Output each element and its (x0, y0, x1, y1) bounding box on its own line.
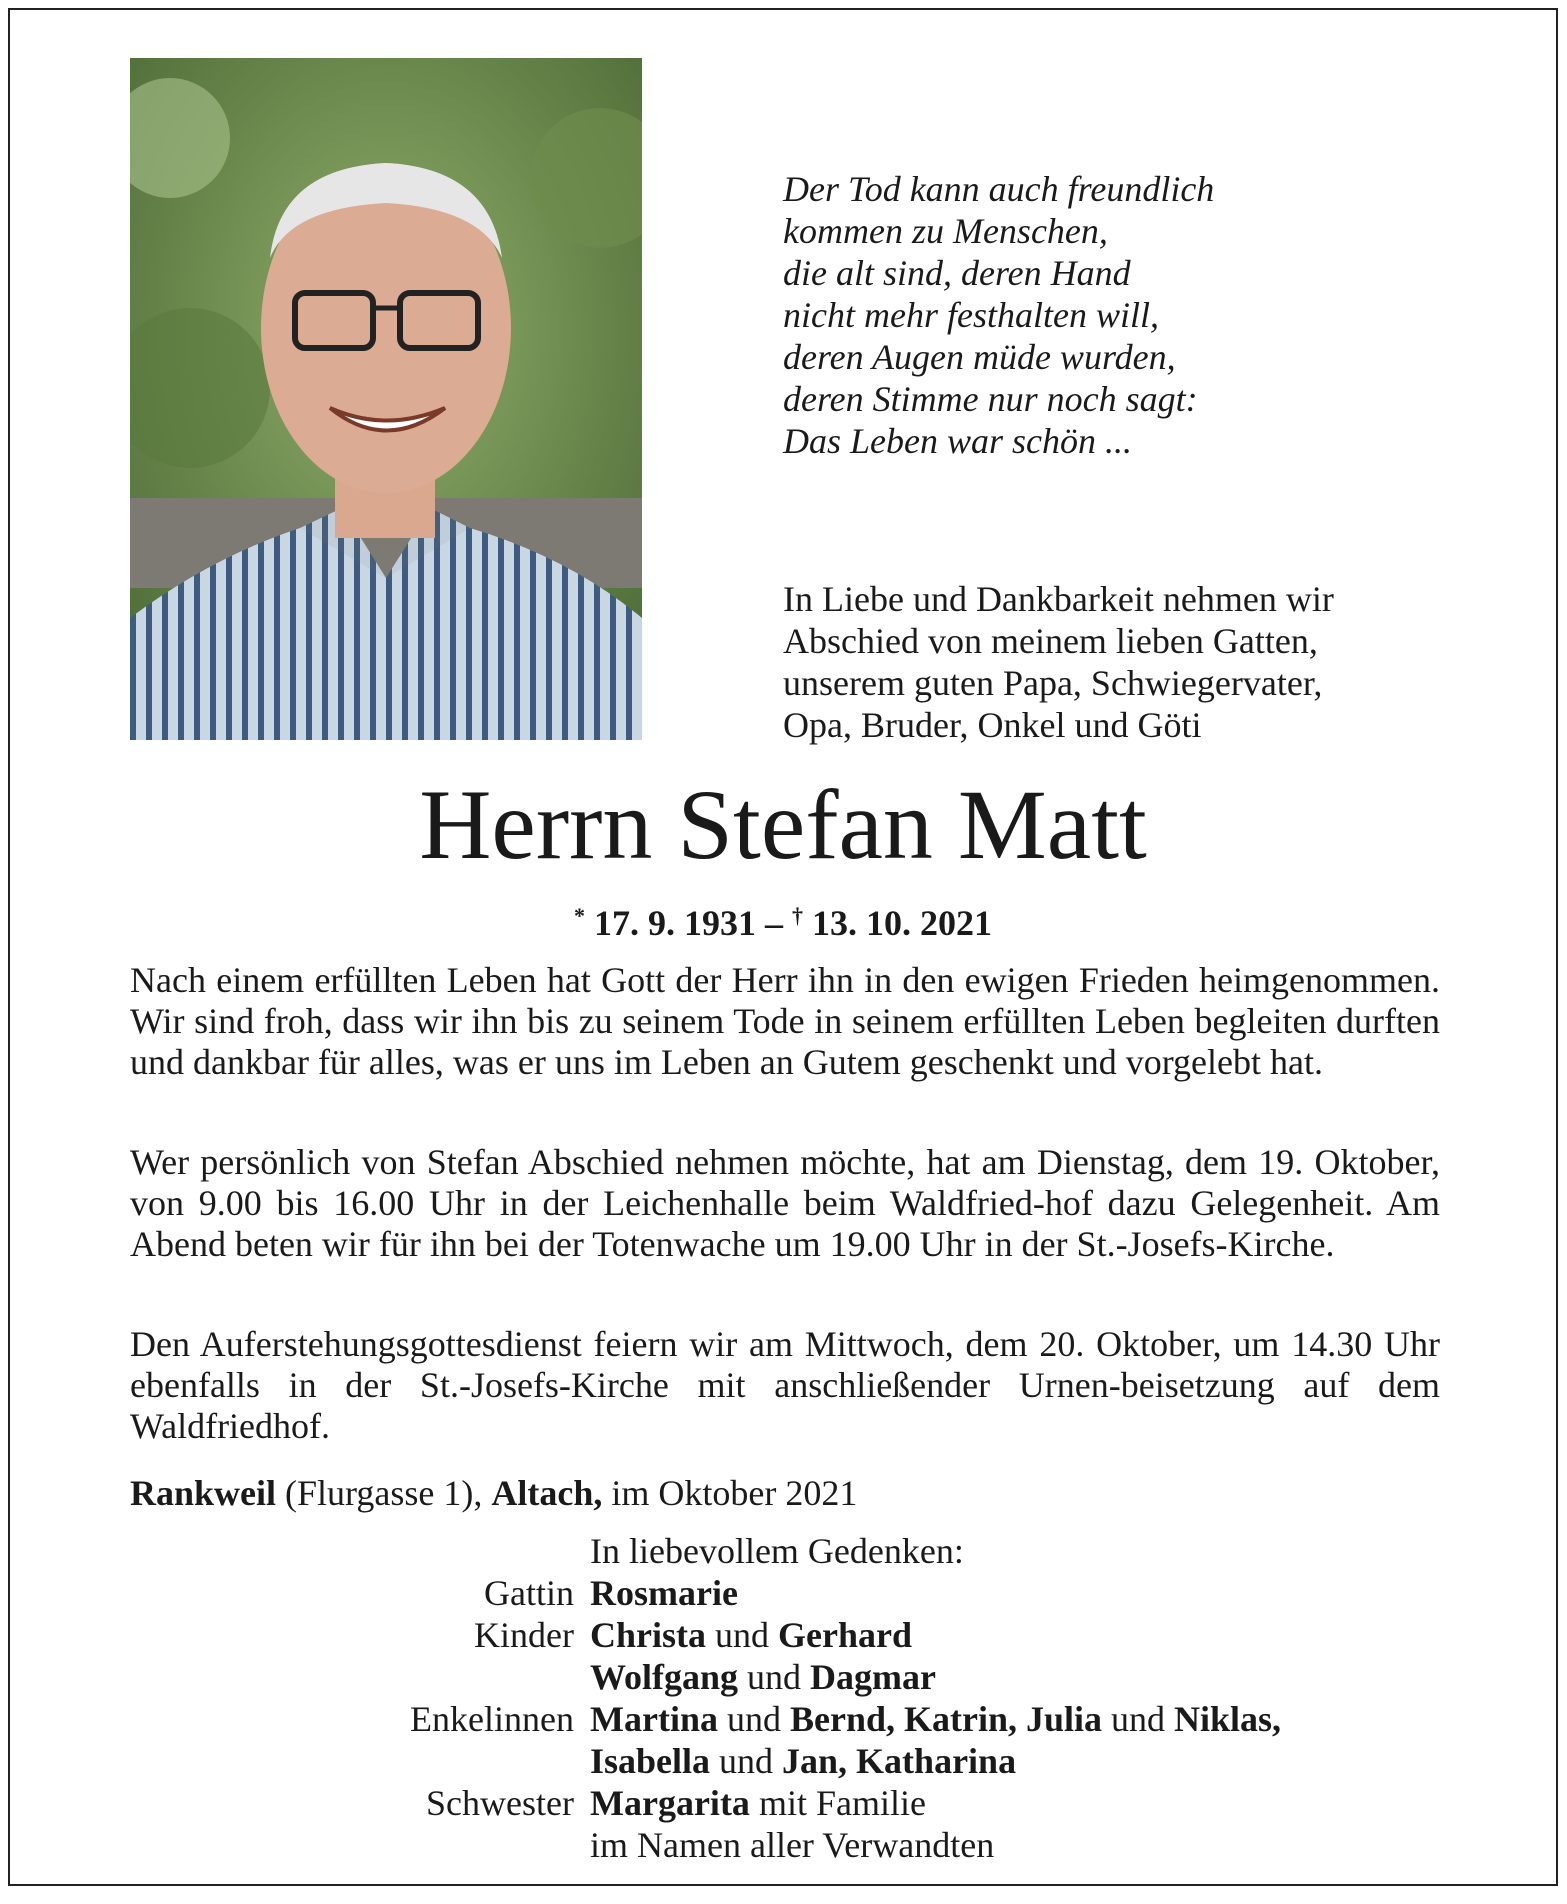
date-separator: – (765, 903, 783, 943)
mourner-name: Isabella (590, 1741, 711, 1781)
mourner-row-children-2 (130, 1656, 1440, 1698)
mourner-name: Christa (590, 1615, 706, 1655)
mourner-label: Gattin (484, 1573, 574, 1613)
mourners-closing-row (130, 1824, 1440, 1866)
mourner-name: Jan, Katharina (782, 1741, 1017, 1781)
mourner-suffix: mit Familie (758, 1783, 926, 1823)
farewell-line: Abschied von meinem lieben Gatten, (783, 621, 1318, 661)
mourner-name: Dagmar (810, 1657, 936, 1697)
death-symbol: † (792, 903, 803, 928)
paragraph-life: Nach einem erfüllten Leben hat Gott der Herr ihn in den ewigen Frieden heimgenommen. Wir sind froh, dass wir ihn bis zu seinem Tode in seinem erfüllten Leben begleiten durften und dankbar für alles, was er uns im Leben an Gutem geschenkt und vorgelebt hat. (130, 960, 1440, 1082)
mourner-row-wife (130, 1572, 1440, 1614)
address: (Flurgasse 1), (285, 1473, 483, 1513)
mourner-row-grandchildren (130, 1698, 1440, 1740)
poem-line: nicht mehr festhalten will, (783, 295, 1159, 335)
portrait-illustration (130, 58, 642, 740)
farewell-line: In Liebe und Dankbarkeit nehmen wir (783, 579, 1334, 619)
deceased-name: Herrn Stefan Matt (419, 769, 1147, 880)
life-dates (10, 895, 1556, 944)
poem-line: deren Stimme nur noch sagt: (783, 379, 1198, 419)
conjunction: und (719, 1741, 774, 1781)
paragraph-service: Den Auferstehungsgottesdienst feiern wir am Mittwoch, dem 20. Oktober, um 14.30 Uhr ebenfalls in der St.-Josefs-Kirche mit anschließender Urnen-beisetzung auf dem Waldfriedhof. (130, 1324, 1440, 1446)
mourners-list (130, 1530, 1440, 1866)
mourner-name: Niklas, (1174, 1699, 1282, 1739)
farewell-line: unserem guten Papa, Schwiegervater, (783, 663, 1323, 703)
poem-line: Der Tod kann auch freundlich (783, 169, 1215, 209)
mourners-intro: In liebevollem Gedenken: (590, 1531, 964, 1571)
obituary-page (8, 8, 1558, 1886)
place-date-line (130, 1472, 857, 1514)
death-date: 13. 10. 2021 (812, 903, 992, 943)
mourner-name: Wolfgang (590, 1657, 739, 1697)
town-altach: Altach, (491, 1473, 603, 1513)
town-rankweil: Rankweil (130, 1473, 277, 1513)
mourner-name: Margarita (590, 1783, 750, 1823)
conjunction: und (1111, 1699, 1165, 1739)
mourner-name: Gerhard (778, 1615, 912, 1655)
farewell-line: Opa, Bruder, Onkel und Göti (783, 705, 1202, 745)
mourner-row-grandchildren-2 (130, 1740, 1440, 1782)
poem-line: kommen zu Menschen, (783, 211, 1108, 251)
poem-line: die alt sind, deren Hand (783, 253, 1131, 293)
conjunction: und (726, 1699, 781, 1739)
conjunction: und (747, 1657, 802, 1697)
mourners-intro-row (130, 1530, 1440, 1572)
poem-line: Das Leben war schön ... (783, 421, 1132, 461)
mourner-name: Rosmarie (590, 1573, 738, 1613)
mourner-name: Martina (590, 1699, 718, 1739)
place-date: im Oktober 2021 (611, 1473, 858, 1513)
farewell-intro (783, 578, 1523, 746)
portrait-photo (130, 58, 642, 740)
mourner-row-children (130, 1614, 1440, 1656)
mourner-row-sister (130, 1782, 1440, 1824)
mourner-label: Enkelinnen (410, 1699, 574, 1739)
paragraph-viewing: Wer persönlich von Stefan Abschied nehmen möchte, hat am Dienstag, dem 19. Oktober, von 9.00 bis 16.00 Uhr in der Leichenhalle beim Waldfried-hof dazu Gelegenheit. Am Abend beten wir für ihn bei der Totenwache um 19.00 Uhr in der St.-Josefs-Kirche. (130, 1142, 1440, 1264)
mourner-name: Bernd, Katrin, Julia (789, 1699, 1102, 1739)
conjunction: und (715, 1615, 769, 1655)
mourners-closing: im Namen aller Verwandten (590, 1825, 995, 1865)
mourner-label: Kinder (474, 1615, 574, 1655)
birth-symbol: * (574, 903, 585, 928)
poem-verse (783, 168, 1483, 462)
birth-date: 17. 9. 1931 (594, 903, 756, 943)
mourner-label: Schwester (426, 1783, 574, 1823)
poem-line: deren Augen müde wurden, (783, 337, 1176, 377)
